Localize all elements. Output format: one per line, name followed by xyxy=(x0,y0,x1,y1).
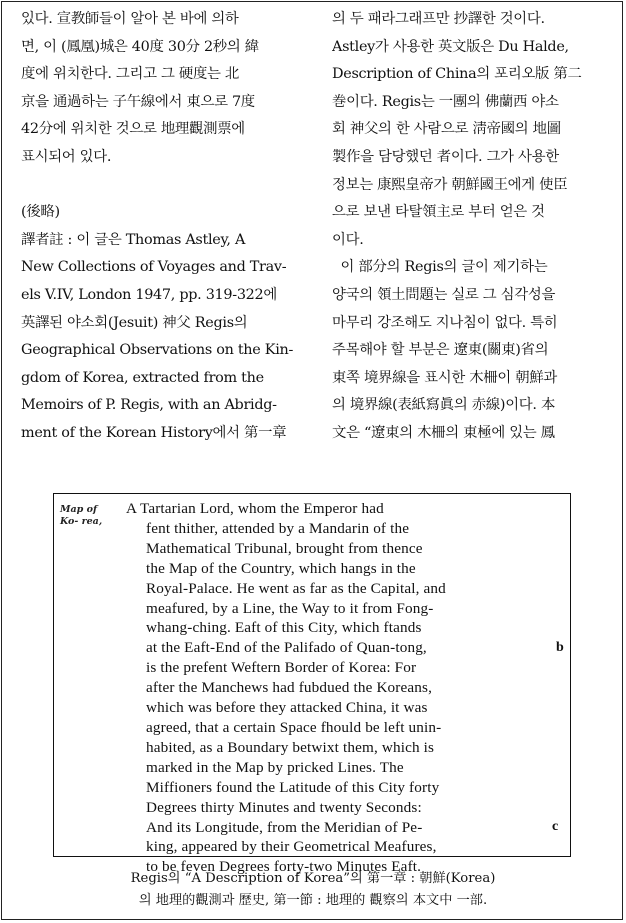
right-line: Description of China의 포리오版 第二 xyxy=(332,66,582,83)
extract-line: fent thither, attended by a Mandarin of the xyxy=(146,519,410,537)
left-line: 42分에 위치한 것으로 地理觀測票에 xyxy=(21,121,245,138)
left-line: els V.IV, London 1947, pp. 319-322에 xyxy=(21,286,277,303)
extract-line: to be feven Degrees forty-two Minutes Eaft. xyxy=(146,858,422,876)
right-line: 이다. xyxy=(332,231,364,248)
historical-extract-box xyxy=(53,493,571,876)
left-line: 표시되어 있다. xyxy=(21,148,112,165)
extract-line: is the prefent Weftern Border of Korea: For xyxy=(146,659,417,677)
left-blank-line xyxy=(21,172,303,200)
extract-line: Mathematical Tribunal, brought from thence xyxy=(146,539,423,557)
right-column xyxy=(332,6,612,448)
right-line: 製作을 담당했던 者이다. 그가 사용한 xyxy=(332,148,559,165)
translator-note-line: 譯者註 : 이 글은 Thomas Astley, A xyxy=(21,231,246,248)
caption-line: 의 地理的觀測과 歷史, 第一節 : 地理的 觀察의 本文中 一部. xyxy=(138,893,488,908)
right-line: 주목해야 할 부분은 遼東(關東)省의 xyxy=(332,342,549,359)
extract-line: king, appeared by their Geometrical Meafures, xyxy=(146,838,437,856)
right-line: 文은 “遼東의 木柵의 東極에 있는 鳳 xyxy=(332,424,555,441)
extract-line: And its Longitude, from the Meridian of Pe- xyxy=(146,818,423,836)
left-line: 英譯된 야소회(Jesuit) 神父 Regis의 xyxy=(21,314,248,331)
extract-line: meafured, by a Line, the Way to it from Fong- xyxy=(146,599,434,617)
right-line: 巻이다. Regis는 一團의 佛蘭西 야소 xyxy=(332,93,559,110)
left-line: Geographical Observations on the Kin- xyxy=(21,342,294,359)
right-line: 마무리 강조해도 지나침이 없다. 특히 xyxy=(332,314,558,331)
extract-line: which was before they attacked China, it was xyxy=(146,699,428,717)
caption-line: Regis의 “A Description of Korea”의 第一章 : 朝鮮(Korea) xyxy=(130,871,496,886)
margin-letter-b: b xyxy=(556,640,564,655)
extract-line: at the Eaft-End of the Palifado of Quan-tong, xyxy=(146,639,427,657)
extract-line: agreed, that a certain Space fhould be left unin- xyxy=(146,718,442,736)
figure-caption xyxy=(40,868,586,912)
extract-text xyxy=(126,499,558,877)
left-line: ment of the Korean History에서 第一章 xyxy=(21,424,287,441)
left-line: 면, 이 (鳳凰)城은 40度 30分 2秒의 緯 xyxy=(21,38,259,55)
right-line: 회 神父의 한 사람으로 淸帝國의 地圖 xyxy=(332,121,561,138)
left-line: (後略) xyxy=(21,204,60,221)
left-line: 있다. 宣教師들이 알아 본 바에 의하 xyxy=(21,11,239,27)
left-line: Memoirs of P. Regis, with an Abridg- xyxy=(21,397,277,414)
extract-line: Degrees thirty Minutes and twenty Seconds: xyxy=(146,798,422,816)
right-line: 의 두 패라그래프만 抄譯한 것이다. xyxy=(332,11,545,27)
right-line: 양국의 領土問題는 실로 그 심각성을 xyxy=(332,286,556,303)
left-line: 京을 通過하는 子午線에서 東으로 7度 xyxy=(21,93,255,110)
right-line: 의 境界線(表紙寫眞의 赤線)이다. 本 xyxy=(332,397,556,414)
extract-line: habited, as a Boundary betwixt them, which is xyxy=(146,738,435,756)
extract-line: A Tartarian Lord, whom the Emperor had xyxy=(126,500,384,517)
margin-letter-c: c xyxy=(552,819,559,834)
extract-line: marked in the Map by pricked Lines. The xyxy=(146,758,404,776)
extract-line: Miffioners found the Latitude of this City forty xyxy=(146,778,440,796)
left-line: New Collections of Voyages and Trav- xyxy=(21,259,287,276)
margin-side-note: Map of Ko- rea, xyxy=(60,504,103,527)
left-column xyxy=(21,6,303,448)
right-line: Astley가 사용한 英文版은 Du Halde, xyxy=(332,38,569,55)
right-line: 東쪽 境界線을 표시한 木柵이 朝鮮과 xyxy=(332,369,558,386)
extract-line: after the Manchews had fubdued the Koreans, xyxy=(146,679,433,697)
extract-line: whang-ching. Eaft of this City, which ftands xyxy=(146,619,422,637)
left-line: gdom of Korea, extracted from the xyxy=(21,369,264,386)
right-line: 으로 보낸 타탈領主로 부터 얻은 것 xyxy=(332,204,545,221)
right-line: 이 部分의 Regis의 글이 제기하는 xyxy=(332,259,548,276)
extract-line: the Map of the Country, which hangs in the xyxy=(146,559,416,577)
extract-line: Royal-Palace. He went as far as the Capital, and xyxy=(146,579,446,597)
right-line: 정보는 康熙皇帝가 朝鮮國王에게 使臣 xyxy=(332,176,568,193)
left-line: 度에 위치한다. 그리고 그 硬度는 北 xyxy=(21,66,240,83)
